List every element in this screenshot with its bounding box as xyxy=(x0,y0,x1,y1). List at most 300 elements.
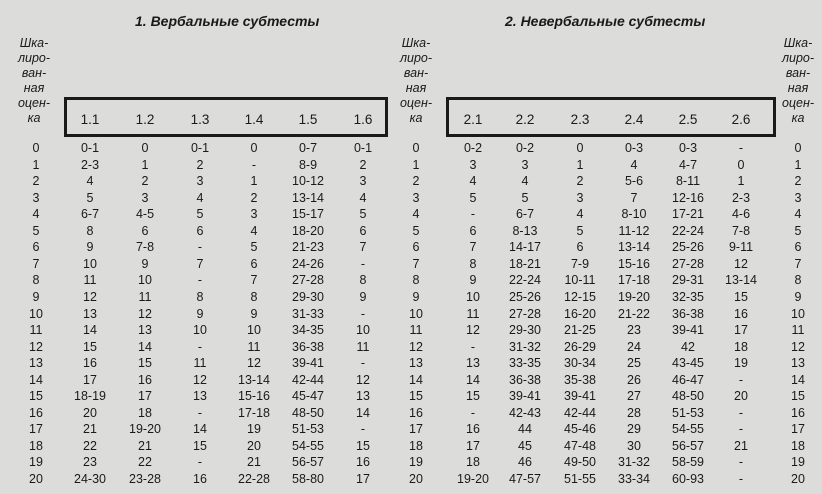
header-1-5: 1.5 xyxy=(298,112,318,127)
nonverbal-cell: 29-30 xyxy=(509,323,541,338)
scale-score-cell: 16 xyxy=(791,405,805,420)
scale-score-cell: 0 xyxy=(412,141,420,155)
nonverbal-cell: 3 xyxy=(469,157,477,172)
verbal-cell: 6 xyxy=(196,223,204,238)
nonverbal-cell: 17-18 xyxy=(618,273,650,288)
verbal-cell: 12 xyxy=(193,372,207,387)
verbal-cell: 7 xyxy=(359,240,367,255)
verbal-cell: - xyxy=(197,240,203,255)
verbal-cell: 9 xyxy=(359,289,367,304)
nonverbal-cell: 17 xyxy=(466,438,480,453)
verbal-cell: 29-30 xyxy=(292,289,324,304)
nonverbal-cell: 8 xyxy=(469,256,477,271)
verbal-cell: 20 xyxy=(83,405,97,420)
nonverbal-cell: 22-24 xyxy=(509,273,541,288)
verbal-cell: 1 xyxy=(250,174,258,189)
verbal-cell: 0-1 xyxy=(353,141,373,155)
nonverbal-cell: 45-46 xyxy=(564,422,596,437)
nonverbal-cell: 33-34 xyxy=(618,472,650,486)
nonverbal-cell: 17 xyxy=(734,323,748,338)
nonverbal-cell: 27-28 xyxy=(672,256,704,271)
scale-score-cell: 13 xyxy=(29,356,43,371)
nonverbal-cell: 42-44 xyxy=(564,405,596,420)
verbal-cell: 21 xyxy=(83,422,97,437)
nonverbal-cell: 54-55 xyxy=(672,422,704,437)
verbal-cell: 9 xyxy=(86,240,94,255)
nonverbal-cell: 0 xyxy=(576,141,584,155)
nonverbal-cell: 29-31 xyxy=(672,273,704,288)
nonverbal-cell: 56-57 xyxy=(672,438,704,453)
nonverbal-cell: 11 xyxy=(466,306,480,321)
verbal-cell: 11 xyxy=(193,356,207,371)
verbal-cell: 12 xyxy=(247,356,261,371)
scale-score-cell: 18 xyxy=(409,438,423,453)
nonverbal-cell: 30-34 xyxy=(564,356,596,371)
verbal-cell: 2 xyxy=(250,190,258,205)
scale-score-cell: 17 xyxy=(791,422,805,437)
nonverbal-cell: 19 xyxy=(734,356,748,371)
nonverbal-cell: - xyxy=(738,422,744,437)
nonverbal-cell: 44 xyxy=(518,422,532,437)
nonverbal-cell: 6-7 xyxy=(515,207,535,222)
scale-label-line: Шка- xyxy=(783,36,813,50)
nonverbal-cell: - xyxy=(470,207,476,222)
verbal-cell: - xyxy=(360,306,366,321)
verbal-cell: 12 xyxy=(138,306,152,321)
nonverbal-cell: 12 xyxy=(466,323,480,338)
verbal-cell: 51-53 xyxy=(292,422,324,437)
verbal-cell: 23-28 xyxy=(129,472,161,486)
nonverbal-cell: 31-32 xyxy=(509,339,541,354)
verbal-cell: 10 xyxy=(247,323,261,338)
verbal-cell: 15 xyxy=(193,438,207,453)
nonverbal-cell: 58-59 xyxy=(672,455,704,470)
nonverbal-cell: 7-8 xyxy=(731,223,751,238)
table-row xyxy=(0,190,822,207)
table-row xyxy=(0,140,822,157)
scale-score-cell: 5 xyxy=(794,223,802,238)
scale-score-cell: 6 xyxy=(794,240,802,255)
nonverbal-cell: 51-53 xyxy=(672,405,704,420)
nonverbal-cell: 12-15 xyxy=(564,289,596,304)
verbal-cell: 12 xyxy=(83,289,97,304)
verbal-cell: 6 xyxy=(359,223,367,238)
header-2-3: 2.3 xyxy=(570,112,590,127)
nonverbal-cell: 5 xyxy=(521,190,529,205)
scale-label-line: ван- xyxy=(21,66,47,80)
scale-score-cell: 11 xyxy=(791,323,805,338)
verbal-cell: 22 xyxy=(83,438,97,453)
scale-score-cell: 3 xyxy=(412,190,420,205)
nonverbal-cell: 12 xyxy=(734,256,748,271)
header-1-6: 1.6 xyxy=(353,112,373,127)
nonverbal-cell: 28 xyxy=(627,405,641,420)
nonverbal-cell: 18 xyxy=(466,455,480,470)
verbal-cell: 13-14 xyxy=(292,190,324,205)
scale-label-line: лиро- xyxy=(781,51,815,65)
scale-label-line: ван- xyxy=(785,66,811,80)
nonverbal-cell: 0-3 xyxy=(624,141,644,155)
scale-score-cell: 13 xyxy=(409,356,423,371)
nonverbal-cell: 4-6 xyxy=(731,207,751,222)
nonverbal-cell: 7 xyxy=(630,190,638,205)
verbal-cell: 24-30 xyxy=(74,472,106,486)
verbal-cell: 0 xyxy=(250,141,258,155)
nonverbal-cell: - xyxy=(738,141,744,155)
verbal-cell: 27-28 xyxy=(292,273,324,288)
header-1-4: 1.4 xyxy=(244,112,264,127)
verbal-cell: 9 xyxy=(196,306,204,321)
nonverbal-cell: - xyxy=(470,339,476,354)
scale-label-line: ная xyxy=(787,81,809,95)
nonverbal-cell: - xyxy=(738,455,744,470)
nonverbal-cell: 12-16 xyxy=(672,190,704,205)
header-1-2: 1.2 xyxy=(135,112,155,127)
verbal-cell: 6-7 xyxy=(80,207,100,222)
nonverbal-cell: 25-26 xyxy=(509,289,541,304)
nonverbal-cell: 29 xyxy=(627,422,641,437)
scale-score-cell: 0 xyxy=(32,141,40,155)
table-row xyxy=(0,438,822,455)
nonverbal-cell: 51-55 xyxy=(564,472,596,486)
scale-score-cell: 12 xyxy=(29,339,43,354)
scale-score-cell: 6 xyxy=(32,240,40,255)
nonverbal-cell: 3 xyxy=(521,157,529,172)
nonverbal-cell: 13-14 xyxy=(725,273,757,288)
nonverbal-cell: 14 xyxy=(466,372,480,387)
scale-label-line: ная xyxy=(23,81,45,95)
nonverbal-cell: 6 xyxy=(469,223,477,238)
nonverbal-cell: 4 xyxy=(576,207,584,222)
verbal-cell: 12 xyxy=(356,372,370,387)
header-2-1: 2.1 xyxy=(463,112,483,127)
nonverbal-cell: - xyxy=(738,472,744,486)
verbal-cell: 22-28 xyxy=(238,472,270,486)
nonverbal-cell: 4-7 xyxy=(678,157,698,172)
verbal-cell: 4-5 xyxy=(135,207,155,222)
nonverbal-cell: 27 xyxy=(627,389,641,404)
nonverbal-cell: 16 xyxy=(466,422,480,437)
nonverbal-cell: - xyxy=(470,405,476,420)
verbal-cell: 31-33 xyxy=(292,306,324,321)
nonverbal-cell: 0-2 xyxy=(515,141,535,155)
nonverbal-cell: 18 xyxy=(734,339,748,354)
nonverbal-cell: 7-9 xyxy=(570,256,590,271)
verbal-cell: 16 xyxy=(193,472,207,486)
verbal-cell: 10 xyxy=(138,273,152,288)
scale-score-cell: 9 xyxy=(412,289,420,304)
header-2-5: 2.5 xyxy=(678,112,698,127)
verbal-cell: 9 xyxy=(141,256,149,271)
verbal-cell: 0-1 xyxy=(80,141,100,155)
nonverbal-cell: 8-10 xyxy=(621,207,647,222)
verbal-cell: 15 xyxy=(356,438,370,453)
nonverbal-cell: 42 xyxy=(681,339,695,354)
nonverbal-cell: 46 xyxy=(518,455,532,470)
nonverbal-cell: 23 xyxy=(627,323,641,338)
verbal-cell: 16 xyxy=(356,455,370,470)
scale-score-cell: 15 xyxy=(29,389,43,404)
table-row xyxy=(0,272,822,289)
table-row xyxy=(0,454,822,471)
verbal-cell: 11 xyxy=(356,339,370,354)
scale-score-cell: 7 xyxy=(32,256,40,271)
verbal-cell: 19 xyxy=(247,422,261,437)
nonverbal-cell: 10 xyxy=(466,289,480,304)
verbal-cell: 11 xyxy=(138,289,152,304)
scale-score-cell: 1 xyxy=(794,157,802,172)
nonverbal-cell: 21-25 xyxy=(564,323,596,338)
nonverbal-cell: 8-11 xyxy=(675,174,701,189)
verbal-cell: 2 xyxy=(141,174,149,189)
verbal-cell: 5 xyxy=(196,207,204,222)
scale-score-cell: 19 xyxy=(791,455,805,470)
scale-label-line: лиро- xyxy=(399,51,433,65)
verbal-cell: 4 xyxy=(359,190,367,205)
verbal-cell: 8 xyxy=(359,273,367,288)
verbal-cell: 2 xyxy=(359,157,367,172)
scale-label-left xyxy=(12,36,56,126)
verbal-cell: 6 xyxy=(141,223,149,238)
verbal-cell: 48-50 xyxy=(292,405,324,420)
nonverbal-cell: 3 xyxy=(576,190,584,205)
table-row xyxy=(0,206,822,223)
scale-label-line: ка xyxy=(409,111,423,125)
verbal-cell: 23 xyxy=(83,455,97,470)
verbal-cell: 5 xyxy=(250,240,258,255)
verbal-cell: 5 xyxy=(359,207,367,222)
verbal-cell: 18-19 xyxy=(74,389,106,404)
verbal-cell: 8 xyxy=(196,289,204,304)
scale-score-cell: 15 xyxy=(791,389,805,404)
verbal-cell: 14 xyxy=(83,323,97,338)
verbal-cell: - xyxy=(197,339,203,354)
nonverbal-cell: 15 xyxy=(466,389,480,404)
verbal-cell: 13 xyxy=(138,323,152,338)
nonverbal-cell: - xyxy=(738,372,744,387)
nonverbal-cell: 60-93 xyxy=(672,472,704,486)
nonverbal-cell: 30 xyxy=(627,438,641,453)
nonverbal-cell: 5 xyxy=(469,190,477,205)
nonverbal-cell: 48-50 xyxy=(672,389,704,404)
verbal-cell: 13 xyxy=(356,389,370,404)
scale-label-line: Шка- xyxy=(401,36,431,50)
scale-score-cell: 10 xyxy=(29,306,43,321)
header-1-3: 1.3 xyxy=(190,112,210,127)
verbal-cell: 0-7 xyxy=(298,141,318,155)
verbal-cell: - xyxy=(197,455,203,470)
verbal-cell: 14 xyxy=(138,339,152,354)
scale-score-cell: 19 xyxy=(409,455,423,470)
verbal-cell: 2 xyxy=(196,157,204,172)
nonverbal-cell: 33-35 xyxy=(509,356,541,371)
table-row xyxy=(0,421,822,438)
nonverbal-cell: 9-11 xyxy=(728,240,754,255)
verbal-cell: 21 xyxy=(247,455,261,470)
nonverbal-cell: 0-2 xyxy=(463,141,483,155)
scale-score-cell: 4 xyxy=(412,207,420,222)
scale-score-cell: 3 xyxy=(794,190,802,205)
scale-score-cell: 4 xyxy=(794,207,802,222)
scale-score-cell: 12 xyxy=(791,339,805,354)
verbal-cell: 18 xyxy=(138,405,152,420)
verbal-cell: 13 xyxy=(193,389,207,404)
verbal-cell: 34-35 xyxy=(292,323,324,338)
nonverbal-cell: 49-50 xyxy=(564,455,596,470)
verbal-cell: 18-20 xyxy=(292,223,324,238)
verbal-cell: 21-23 xyxy=(292,240,324,255)
table-row xyxy=(0,256,822,273)
nonverbal-cell: 45 xyxy=(518,438,532,453)
nonverbal-cell: 42-43 xyxy=(509,405,541,420)
verbal-cell: 4 xyxy=(196,190,204,205)
nonverbal-cell: 2 xyxy=(576,174,584,189)
verbal-cell: 0-1 xyxy=(190,141,210,155)
verbal-cell: 4 xyxy=(250,223,258,238)
nonverbal-cell: 0 xyxy=(737,157,745,172)
nonverbal-cell: 19-20 xyxy=(457,472,489,486)
verbal-cell: 13 xyxy=(83,306,97,321)
scale-score-cell: 7 xyxy=(412,256,420,271)
nonverbal-cell: 13 xyxy=(466,356,480,371)
scale-score-cell: 12 xyxy=(409,339,423,354)
verbal-cell: 3 xyxy=(359,174,367,189)
header-2-4: 2.4 xyxy=(624,112,644,127)
table-row xyxy=(0,306,822,323)
nonverbal-cell: 11-12 xyxy=(618,223,650,238)
verbal-cell: 5 xyxy=(86,190,94,205)
nonverbal-cell: 20 xyxy=(734,389,748,404)
verbal-cell: 0 xyxy=(141,141,149,155)
nonverbal-cell: 26-29 xyxy=(564,339,596,354)
verbal-cell: 3 xyxy=(196,174,204,189)
nonverbal-cell: 9 xyxy=(469,273,477,288)
nonverbal-cell: 25-26 xyxy=(672,240,704,255)
verbal-cell: 54-55 xyxy=(292,438,324,453)
table-row xyxy=(0,339,822,356)
verbal-cell: 10 xyxy=(83,256,97,271)
verbal-subtests-title: 1. Вербальные субтесты xyxy=(135,13,320,29)
verbal-cell: 3 xyxy=(141,190,149,205)
verbal-cell: 22 xyxy=(138,455,152,470)
verbal-cell: 45-47 xyxy=(292,389,324,404)
scale-score-cell: 11 xyxy=(409,323,423,338)
table-row xyxy=(0,173,822,190)
scale-label-line: оцен- xyxy=(781,96,815,110)
verbal-cell: 17 xyxy=(356,472,370,486)
table-row xyxy=(0,372,822,389)
nonverbal-cell: 6 xyxy=(576,240,584,255)
scale-score-cell: 16 xyxy=(29,405,43,420)
nonverbal-cell: 25 xyxy=(627,356,641,371)
verbal-cell: 2-3 xyxy=(80,157,100,172)
verbal-cell: 15 xyxy=(138,356,152,371)
nonverbal-cell: 22-24 xyxy=(672,223,704,238)
scale-score-cell: 14 xyxy=(29,372,43,387)
verbal-cell: 16 xyxy=(138,372,152,387)
verbal-cell: 7-8 xyxy=(135,240,155,255)
verbal-cell: 15-16 xyxy=(238,389,270,404)
scale-score-cell: 14 xyxy=(409,372,423,387)
verbal-cell: - xyxy=(360,422,366,437)
nonverbal-subtests-title: 2. Невербальные субтесты xyxy=(505,13,706,29)
nonverbal-cell: 5 xyxy=(576,223,584,238)
scale-label-line: ка xyxy=(791,111,805,125)
scale-score-cell: 20 xyxy=(409,472,423,486)
scale-score-cell: 8 xyxy=(412,273,420,288)
nonverbal-cell: 36-38 xyxy=(509,372,541,387)
scale-score-cell: 5 xyxy=(412,223,420,238)
nonverbal-cell: 39-41 xyxy=(509,389,541,404)
verbal-cell: 9 xyxy=(250,306,258,321)
verbal-cell: 10 xyxy=(193,323,207,338)
verbal-cell: 14 xyxy=(356,405,370,420)
nonverbal-cell: 47-48 xyxy=(564,438,596,453)
verbal-cell: 19-20 xyxy=(129,422,161,437)
scale-label-right xyxy=(776,36,820,126)
table-row xyxy=(0,239,822,256)
verbal-cell: - xyxy=(360,356,366,371)
header-1-1: 1.1 xyxy=(80,112,100,127)
nonverbal-cell: 19-20 xyxy=(618,289,650,304)
scale-score-cell: 2 xyxy=(794,174,802,189)
nonverbal-cell: 13-14 xyxy=(618,240,650,255)
nonverbal-cell: 47-57 xyxy=(509,472,541,486)
verbal-cell: 24-26 xyxy=(292,256,324,271)
nonverbal-cell: 27-28 xyxy=(509,306,541,321)
nonverbal-cell: 7 xyxy=(469,240,477,255)
verbal-cell: 15 xyxy=(83,339,97,354)
nonverbal-cell: 18-21 xyxy=(509,256,541,271)
nonverbal-cell: 26 xyxy=(627,372,641,387)
nonverbal-cell: 21 xyxy=(734,438,748,453)
scale-label-line: Шка- xyxy=(19,36,49,50)
scale-score-cell: 3 xyxy=(32,190,40,205)
scale-score-cell: 17 xyxy=(409,422,423,437)
scale-score-cell: 11 xyxy=(29,323,43,338)
nonverbal-cell: 1 xyxy=(576,157,584,172)
scale-score-cell: 9 xyxy=(794,289,802,304)
scale-score-cell: 20 xyxy=(791,472,805,486)
header-2-2: 2.2 xyxy=(515,112,535,127)
table-row xyxy=(0,355,822,372)
scale-score-cell: 2 xyxy=(412,174,420,189)
header-2-6: 2.6 xyxy=(731,112,751,127)
verbal-cell: 11 xyxy=(83,273,97,288)
verbal-cell: 17 xyxy=(138,389,152,404)
scale-score-cell: 14 xyxy=(791,372,805,387)
verbal-cell: - xyxy=(197,405,203,420)
nonverbal-cell: 46-47 xyxy=(672,372,704,387)
verbal-cell: 10-12 xyxy=(292,174,324,189)
nonverbal-cell: 31-32 xyxy=(618,455,650,470)
nonverbal-cell: 4 xyxy=(469,174,477,189)
verbal-cell: 58-80 xyxy=(292,472,324,486)
nonverbal-cell: 36-38 xyxy=(672,306,704,321)
scale-label-middle xyxy=(394,36,438,126)
nonverbal-cell: 8-13 xyxy=(512,223,538,238)
verbal-cell: - xyxy=(360,256,366,271)
scale-score-cell: 6 xyxy=(412,240,420,255)
scale-score-cell: 15 xyxy=(409,389,423,404)
nonverbal-cell: 15 xyxy=(734,289,748,304)
verbal-cell: 11 xyxy=(247,339,261,354)
nonverbal-cell: 39-41 xyxy=(564,389,596,404)
scale-label-line: оцен- xyxy=(399,96,433,110)
verbal-cell: 3 xyxy=(250,207,258,222)
nonverbal-cell: 10-11 xyxy=(564,273,596,288)
scale-score-cell: 10 xyxy=(409,306,423,321)
